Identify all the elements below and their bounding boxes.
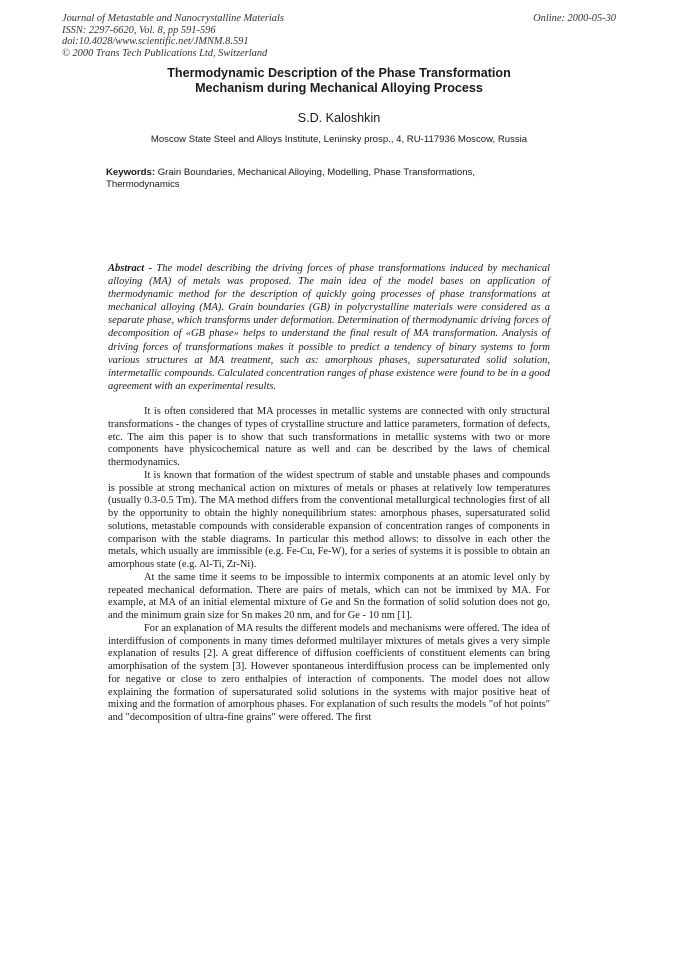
keywords-block [106,167,526,192]
issn-line: ISSN: 2297-6620, Vol. 8, pp 591-596 [62,24,216,36]
author-name: S.D. Kaloshkin [297,111,381,125]
doi-line: doi:10.4028/www.scientific.net/JMNM.8.591 [62,36,249,48]
body-paragraph: For an explanation of MA results the different models and mechanisms were offered. The idea of interdiffusion of components in many times deformed multilayer mixtures of metals gives a very simple explanation of results [2]. A great difference of diffusion coefficients of constituent elements can bring amorphisation of the system [3]. However spontaneous interdiffusion process can be implemented only for negative or close to zero enthalpies of interaction of components. The model does not allow explaining the formation of supersaturated solid solutions in the systems with major positive heat of mixing and the formation of amorphous phases. For explanation of such results the models "of hot points" and "decomposition of ultra-fine grains" were offered. The first [108,622,550,723]
journal-header [62,13,442,59]
body-paragraph: At the same time it seems to be impossible to intermix components at an atomic level only by repeated mechanical deformation. There are pairs of metals, which can not be immixed by MA. For example, at MA of an initial elemental mixture of Ge and Sn the formation of solid solution does not go, and the minimum grain size for Sn makes 20 nm, and for Ge - 10 nm [1]. [108,571,550,621]
body-paragraph: It is often considered that MA processes in metallic systems are connected with only structural transformations - the changes of types of crystalline structure and lattice parameters, formation of defects, etc. The aim this paper is to show that such transformations in metallic systems with two or more components have physicochemical nature as well and can be described by the laws of chemical thermodynamics. [108,406,550,468]
abstract-text: The model describing the driving forces of phase transformations induced by mechanical alloying (MA) of metals was proposed. The main idea of the model bases on application of thermodynamic method for the description of quickly going processes of phase transformations at mechanical alloying (MA). Grain boundaries (GB) in polycrystalline materials were considered as a separate phase, which transforms under deformation. Determination of thermodynamic driving forces of decomposition of «GB phase» helps to understand the final result of MA transformation. Analysis of driving forces of transformations makes it possible to predict a tendency of binary systems to form various structures at MA treatment, such as: amorphous phases, supersaturated solid solution, intermetallic compounds. Calculated concentration ranges of phase existence were found to be in a good agreement with an experimental results. [108,263,550,392]
paper-title [0,66,678,96]
author-affiliation: Moscow State Steel and Alloys Institute, Leninsky prosp., 4, RU-117936 Moscow, Russia [150,134,528,145]
title-line-2: Mechanism during Mechanical Alloying Process [195,81,483,95]
journal-name: Journal of Metastable and Nanocrystalline Materials [62,13,284,24]
keywords-text: Grain Boundaries, Mechanical Alloying, Modelling, Phase Transformations, Thermodynamics [106,167,476,191]
body-paragraph: It is known that formation of the widest spectrum of stable and unstable phases and compounds is possible at strong mechanical action on mixtures of metals or phases at relatively low temperatures (usually 0.3-0.5 Tm). The MA method differs from the conventional metallurgical technologies first of all by the opportunity to obtain the highly nonequilibrium states: amorphous phases, supersaturated solid solutions, metastable compounds with considerable expansion of concentration ranges of components in comparison with the stable diagrams. In particular this method allows: to dissolve in each other the metals, which usually are immissible (e.g. Fe-Cu, Fe-W), for a series of systems it is possible to obtain an amorphous state (e.g. Al-Ti, Zr-Ni). [108,469,550,570]
abstract-block [108,262,550,393]
abstract-label: Abstract - [108,263,153,274]
title-line-1: Thermodynamic Description of the Phase Transformation [167,66,511,80]
body-text [108,406,550,725]
keywords-label: Keywords: [106,167,156,178]
copyright-line: © 2000 Trans Tech Publications Ltd, Switzerland [62,47,268,59]
online-date: Online: 2000-05-30 [533,13,616,24]
